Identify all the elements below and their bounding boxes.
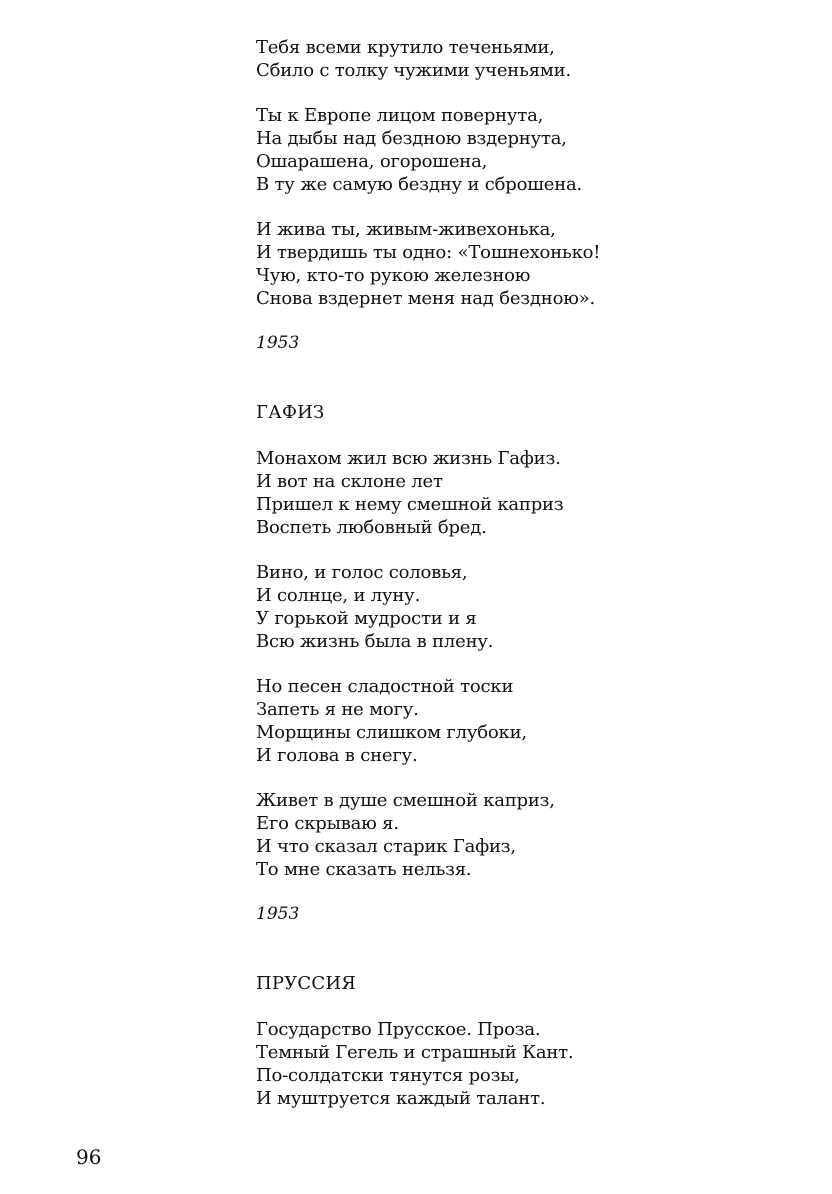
poem-date: 1953	[256, 904, 300, 924]
verse-line: Ты к Европе лицом повернута,	[256, 105, 544, 126]
verse-line: То мне сказать нельзя.	[256, 859, 472, 880]
poem-continuation	[256, 36, 776, 355]
verse-line: Вино, и голос соловья,	[256, 562, 468, 583]
verse-line: И голова в снегу.	[256, 745, 418, 766]
verse-line: На дыбы над бездною вздернута,	[256, 128, 567, 149]
poem-date: 1953	[256, 333, 300, 353]
verse-line: По-солдатски тянутся розы,	[256, 1065, 520, 1086]
stanza	[256, 104, 776, 196]
stanza	[256, 789, 776, 881]
poem-title: ПРУССИЯ	[256, 973, 356, 994]
verse-line: И солнце, и луну.	[256, 585, 421, 606]
verse-line: Снова вздернет меня над бездною».	[256, 288, 596, 309]
verse-line: Морщины слишком глубоки,	[256, 722, 527, 743]
verse-line: Темный Гегель и страшный Кант.	[256, 1042, 574, 1063]
verse-line: И что сказал старик Гафиз,	[256, 836, 516, 857]
stanza	[256, 36, 776, 82]
verse-line: Чую, кто-то рукою железною	[256, 265, 531, 286]
verse-line: Воспеть любовный бред.	[256, 517, 487, 538]
stanza	[256, 1018, 776, 1110]
poem-title: ГАФИЗ	[256, 402, 325, 423]
verse-line: Запеть я не могу.	[256, 699, 419, 720]
page-content	[256, 36, 776, 1110]
verse-line: Пришел к нему смешной каприз	[256, 494, 564, 515]
verse-line: И жива ты, живым-живехонька,	[256, 219, 556, 240]
verse-line: И вот на склоне лет	[256, 471, 443, 492]
verse-line: Государство Прусское. Проза.	[256, 1019, 541, 1040]
verse-line: Живет в душе смешной каприз,	[256, 790, 555, 811]
verse-line: У горькой мудрости и я	[256, 608, 477, 629]
poem-hafiz	[256, 401, 776, 926]
stanza	[256, 561, 776, 653]
verse-line: Ошарашена, огорошена,	[256, 151, 488, 172]
page-number: 96	[76, 1145, 102, 1169]
verse-line: Тебя всеми крутило теченьями,	[256, 37, 555, 58]
stanza	[256, 218, 776, 310]
verse-line: И муштруется каждый талант.	[256, 1088, 546, 1109]
poem-prussia	[256, 972, 776, 1110]
stanza	[256, 447, 776, 539]
verse-line: В ту же самую бездну и сброшена.	[256, 174, 583, 195]
stanza	[256, 675, 776, 767]
verse-line: И твердишь ты одно: «Тошнехонько!	[256, 242, 601, 263]
verse-line: Монахом жил всю жизнь Гафиз.	[256, 448, 561, 469]
verse-line: Всю жизнь была в плену.	[256, 631, 494, 652]
verse-line: Но песен сладостной тоски	[256, 676, 514, 697]
verse-line: Сбило с толку чужими ученьями.	[256, 60, 571, 81]
verse-line: Его скрываю я.	[256, 813, 399, 834]
